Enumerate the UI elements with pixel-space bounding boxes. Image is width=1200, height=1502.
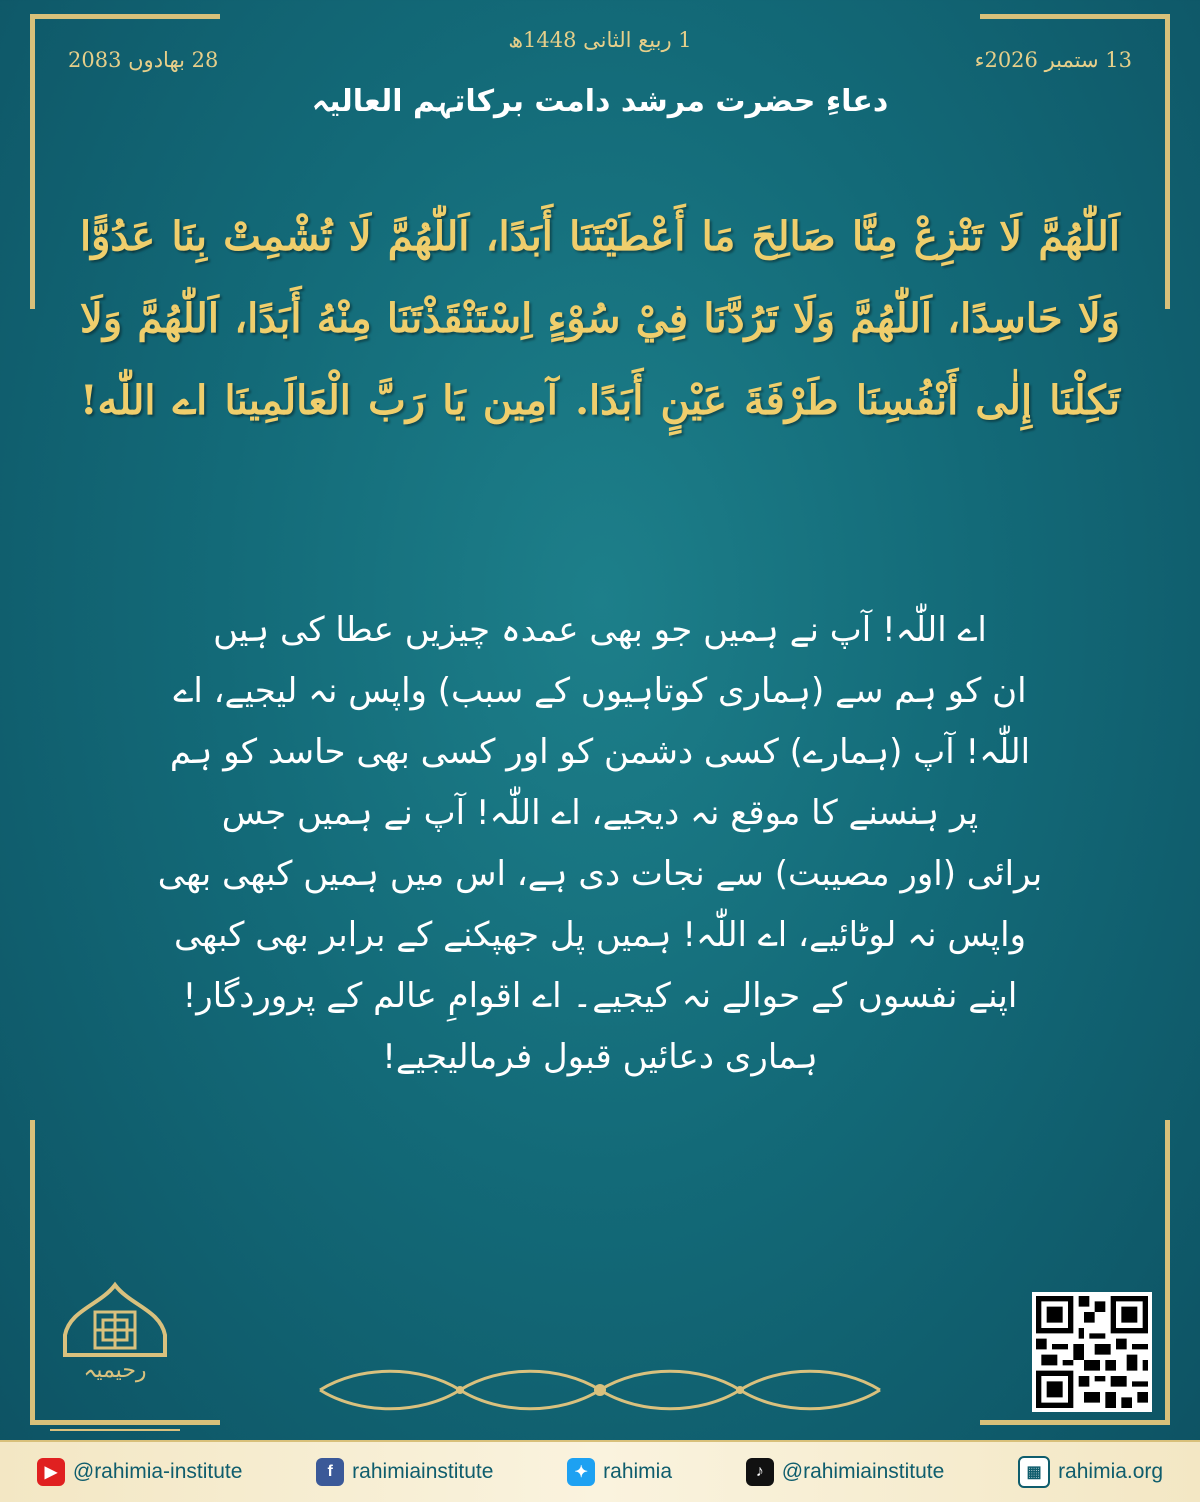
youtube-link[interactable]: [37, 1458, 243, 1486]
arabic-dua-text: اَللّٰهُمَّ لَا تَنْزِعْ مِنَّا صَالِحَ مَا أَعْطَيْتَنَا أَبَدًا، اَللّٰهُمَّ لَا تُشْمِتْ بِنَا عَدُوًّا وَلَا حَاسِدًا، اَللّٰهُمَّ وَلَا تَرُدَّنَا فِيْ سُوْءٍ اِسْتَنْقَذْتَنَا مِنْهُ أَبَدًا، اَللّٰهُمَّ وَلَا تَكِلْنَا إِلٰى أَنْفُسِنَا طَرْفَةَ عَيْنٍ أَبَدًا. آمِين يَا رَبَّ الْعَالَمِينَا اے اللّٰه!: [80, 213, 1120, 424]
page-title: دعاءِ حضرت مرشد دامت برکاتہم العالیہ: [311, 84, 889, 119]
translation-line: اے اللّٰہ! آپ نے ہمیں جو بھی عمدہ چیزیں عطا کی ہیں: [213, 610, 987, 650]
ornament-divider-icon: [300, 1360, 900, 1420]
facebook-icon: f: [316, 1458, 344, 1486]
translation-line: اللّٰہ! آپ (ہمارے) کسی دشمن کو اور کسی بھی حاسد کو ہم: [169, 732, 1031, 772]
hijri-date: 1 ربیع الثانی 1448ھ: [508, 28, 692, 52]
website-link[interactable]: [1018, 1456, 1163, 1488]
logo-wordmark: رحیمیہ: [83, 1358, 147, 1383]
youtube-icon: ▶: [37, 1458, 65, 1486]
translation-line: ہماری دعائیں قبول فرمالیجیے!: [382, 1037, 818, 1077]
gregorian-date: 13 ستمبر 2026ء: [974, 48, 1132, 72]
website-url: rahimia.org: [1058, 1460, 1164, 1483]
tiktok-icon: ♪: [746, 1458, 774, 1486]
twitter-link[interactable]: [567, 1458, 672, 1486]
tiktok-handle: @rahimiainstitute: [781, 1460, 945, 1483]
translation-line: ان کو ہم سے (ہماری کوتاہیوں کے سبب) واپس نہ لیجیے، اے: [173, 671, 1027, 711]
qr-code-icon[interactable]: [1032, 1292, 1152, 1412]
tiktok-link[interactable]: [746, 1458, 945, 1486]
twitter-icon: ✦: [567, 1458, 595, 1486]
youtube-handle: @rahimia-institute: [72, 1460, 243, 1483]
facebook-link[interactable]: [316, 1458, 493, 1486]
urdu-translation: [150, 600, 1050, 1088]
translation-line: برائی (اور مصیبت) سے نجات دی ہے، اس میں ہمیں کبھی بھی: [157, 854, 1043, 894]
translation-line: اپنے نفسوں کے حوالے نہ کیجیے۔ اے اقوامِ عالم کے پروردگار!: [182, 976, 1018, 1016]
translation-line: پر ہنسنے کا موقع نہ دیجیے، اے اللّٰہ! آپ نے ہمیں جس: [221, 793, 979, 833]
translation-line: واپس نہ لوٹائیے، اے اللّٰہ! ہمیں پل جھپکنے کے برابر بھی کبھی: [173, 915, 1027, 955]
qr-mini-icon: ▦: [1018, 1456, 1050, 1488]
facebook-handle: rahimiainstitute: [352, 1460, 494, 1483]
social-footer: [0, 1440, 1200, 1502]
twitter-handle: rahimia: [603, 1460, 673, 1483]
bikram-date: 28 بھادوں 2083: [68, 48, 219, 72]
